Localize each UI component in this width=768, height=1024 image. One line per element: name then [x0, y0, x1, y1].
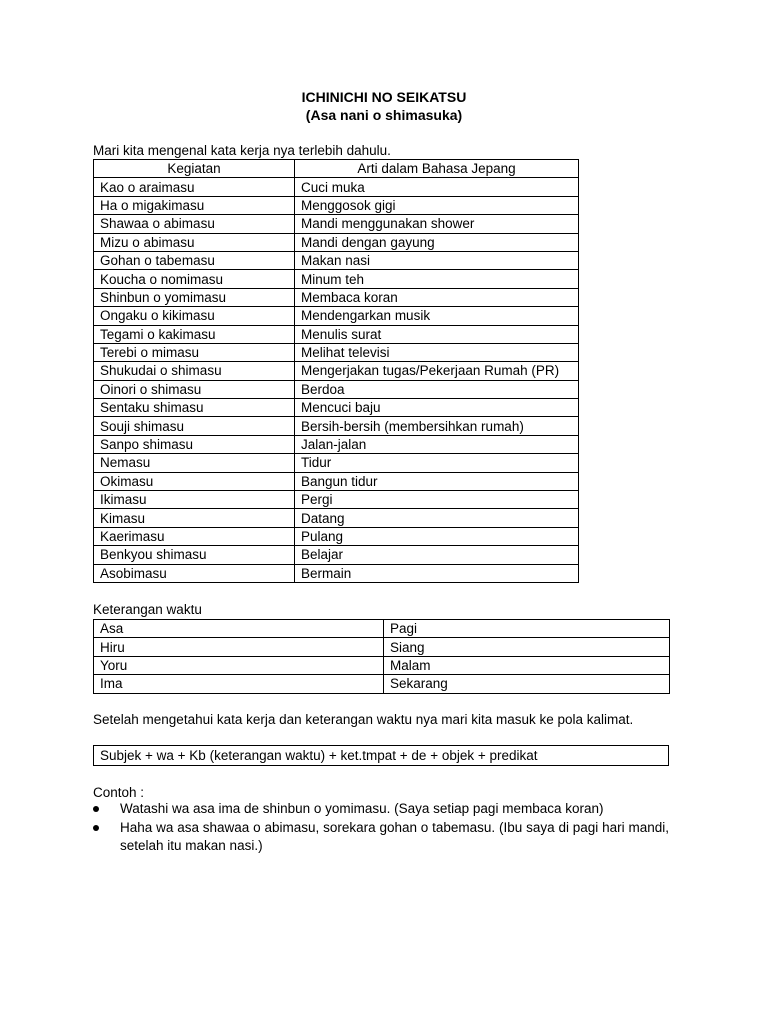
meaning-cell: Menggosok gigi — [295, 196, 579, 214]
meaning-cell: Bermain — [295, 564, 579, 582]
verb-cell: Shawaa o abimasu — [94, 215, 295, 233]
time-table — [93, 619, 670, 694]
table-row — [94, 472, 579, 490]
meaning-cell: Minum teh — [295, 270, 579, 288]
meaning-cell: Mencuci baju — [295, 399, 579, 417]
meaning-cell: Makan nasi — [295, 251, 579, 269]
table-row — [94, 362, 579, 380]
verbs-table-header — [94, 160, 579, 178]
table-row — [94, 491, 579, 509]
header-arti: Arti dalam Bahasa Jepang — [295, 160, 579, 178]
table-row — [94, 564, 579, 582]
intro-text: Mari kita mengenal kata kerja nya terlebih dahulu. — [93, 143, 391, 158]
time-word-cell: Yoru — [94, 656, 384, 674]
table-row — [94, 343, 579, 361]
verb-cell: Kao o araimasu — [94, 178, 295, 196]
verb-cell: Koucha o nomimasu — [94, 270, 295, 288]
verb-cell: Tegami o kakimasu — [94, 325, 295, 343]
document-subtitle: (Asa nani o shimasuka) — [305, 107, 463, 123]
verb-cell: Benkyou shimasu — [94, 546, 295, 564]
meaning-cell: Melihat televisi — [295, 343, 579, 361]
table-row — [94, 251, 579, 269]
meaning-cell: Mandi menggunakan shower — [295, 215, 579, 233]
meaning-cell: Belajar — [295, 546, 579, 564]
time-word-cell: Hiru — [94, 638, 384, 656]
verb-cell: Okimasu — [94, 472, 295, 490]
bullet-icon — [93, 825, 99, 831]
verb-cell: Oinori o shimasu — [94, 380, 295, 398]
verb-cell: Ha o migakimasu — [94, 196, 295, 214]
table-row — [94, 288, 579, 306]
meaning-cell: Berdoa — [295, 380, 579, 398]
verb-cell: Ikimasu — [94, 491, 295, 509]
table-row — [94, 325, 579, 343]
meaning-cell: Tidur — [295, 454, 579, 472]
verb-cell: Sentaku shimasu — [94, 399, 295, 417]
table-row — [94, 435, 579, 453]
meaning-cell: Mandi dengan gayung — [295, 233, 579, 251]
table-row — [94, 656, 670, 674]
meaning-cell: Mengerjakan tugas/Pekerjaan Rumah (PR) — [295, 362, 579, 380]
verb-cell: Nemasu — [94, 454, 295, 472]
sentence-pattern-box: Subjek + wa + Kb (keterangan waktu) + ket.tmpat + de + objek + predikat — [93, 745, 669, 766]
table-row — [94, 380, 579, 398]
table-row — [94, 399, 579, 417]
table-row — [94, 675, 670, 693]
examples-list — [93, 800, 669, 856]
table-row — [94, 638, 670, 656]
pattern-intro: Setelah mengetahui kata kerja dan keterangan waktu nya mari kita masuk ke pola kalimat. — [93, 712, 634, 727]
meaning-cell: Membaca koran — [295, 288, 579, 306]
verb-cell: Kimasu — [94, 509, 295, 527]
table-row — [94, 233, 579, 251]
verb-cell: Souji shimasu — [94, 417, 295, 435]
table-row — [94, 620, 670, 638]
meaning-cell: Menulis surat — [295, 325, 579, 343]
meaning-cell: Mendengarkan musik — [295, 307, 579, 325]
table-row — [94, 196, 579, 214]
verb-cell: Asobimasu — [94, 564, 295, 582]
table-row — [94, 215, 579, 233]
meaning-cell: Bersih-bersih (membersihkan rumah) — [295, 417, 579, 435]
table-row — [94, 307, 579, 325]
verb-cell: Gohan o tabemasu — [94, 251, 295, 269]
time-word-cell: Ima — [94, 675, 384, 693]
verb-cell: Shinbun o yomimasu — [94, 288, 295, 306]
time-meaning-cell: Siang — [384, 638, 670, 656]
document-title: ICHINICHI NO SEIKATSU — [301, 89, 467, 105]
examples-heading: Contoh : — [93, 785, 145, 800]
verb-cell: Ongaku o kikimasu — [94, 307, 295, 325]
list-item — [93, 800, 669, 818]
header-kegiatan: Kegiatan — [94, 160, 295, 178]
meaning-cell: Pergi — [295, 491, 579, 509]
meaning-cell: Jalan-jalan — [295, 435, 579, 453]
verbs-table — [93, 159, 579, 583]
example-text: Haha wa asa shawaa o abimasu, sorekara gohan o tabemasu. (Ibu saya di pagi hari mandi, setelah itu makan nasi.) — [120, 820, 669, 853]
verb-cell: Shukudai o shimasu — [94, 362, 295, 380]
meaning-cell: Cuci muka — [295, 178, 579, 196]
table-row — [94, 417, 579, 435]
table-row — [94, 178, 579, 196]
table-row — [94, 527, 579, 545]
meaning-cell: Pulang — [295, 527, 579, 545]
verb-cell: Sanpo shimasu — [94, 435, 295, 453]
bullet-icon — [93, 806, 99, 812]
table-row — [94, 509, 579, 527]
table-row — [94, 270, 579, 288]
verb-cell: Kaerimasu — [94, 527, 295, 545]
time-meaning-cell: Malam — [384, 656, 670, 674]
time-word-cell: Asa — [94, 620, 384, 638]
verb-cell: Mizu o abimasu — [94, 233, 295, 251]
time-meaning-cell: Pagi — [384, 620, 670, 638]
meaning-cell: Bangun tidur — [295, 472, 579, 490]
meaning-cell: Datang — [295, 509, 579, 527]
list-item — [93, 819, 669, 855]
time-heading: Keterangan waktu — [93, 602, 202, 617]
verb-cell: Terebi o mimasu — [94, 343, 295, 361]
table-row — [94, 454, 579, 472]
table-row — [94, 546, 579, 564]
example-text: Watashi wa asa ima de shinbun o yomimasu. (Saya setiap pagi membaca koran) — [120, 801, 604, 816]
time-meaning-cell: Sekarang — [384, 675, 670, 693]
